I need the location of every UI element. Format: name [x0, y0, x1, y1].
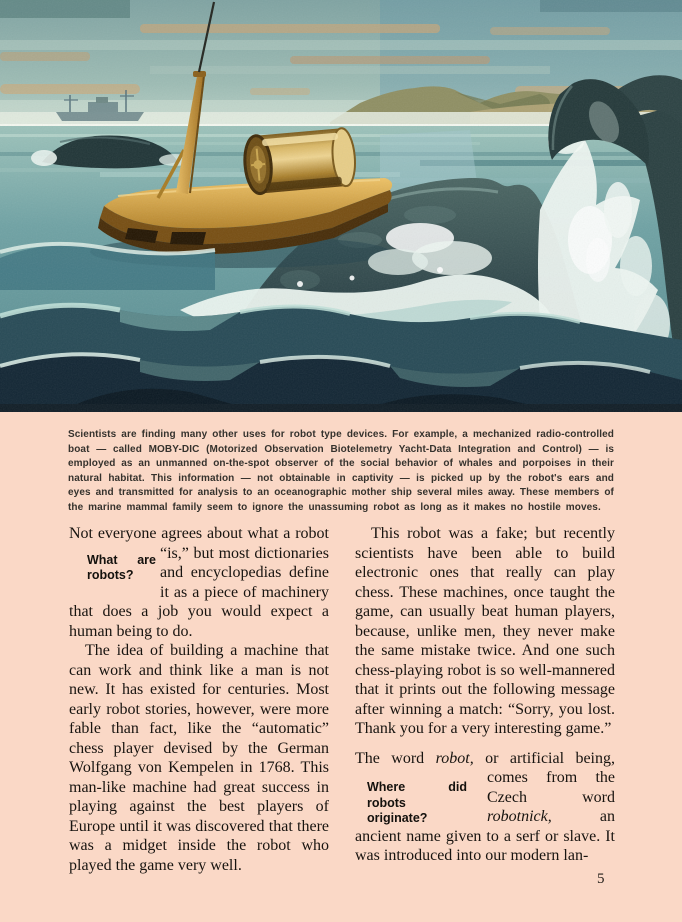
paragraph-text: or artificial being, — [473, 749, 616, 767]
italic-word-robotnick: robotnick, — [487, 808, 552, 825]
paragraph-what-are-robots — [69, 524, 329, 641]
article-right-column — [355, 524, 615, 875]
italic-word-robot: robot, — [435, 749, 474, 767]
paragraph-where-did-robots-originate — [355, 749, 615, 866]
question-label-where-did-robots-originate: Where did robots originate? — [367, 780, 467, 825]
paragraph-chess-robot: This robot was a fake; but recently scientists have been able to build electronic ones that really can play chess. These machines, once taught the game, can usually beat human players, because, unlike men, they never make the same mistake twice. And one such chess-playing robot is so well-mannered that it prints out the following message after winning a match: “Sorry, you lost. Thank you for a very interesting game.” — [355, 525, 615, 737]
article-left-column — [69, 524, 329, 875]
paragraph-text: comes from the Czech word — [487, 769, 615, 806]
paragraph-text: The word — [355, 749, 436, 767]
illustration-caption: Scientists are finding many other uses for robot type devices. For example, a mechanized radio-controlled boat — called MOBY-DIC (Motorized Observation Biotelemetry Yacht-Data Integration and Control) — is employed as an unmanned on-the-spot observer of the social behavior of whales and porpoises in their natural habitat. This information — not obtainable in captivity — is picked up by the robot's ears and eyes and transmitted for analysis to an oceanographic mother ship several miles away. These members of the marine mammal family seem to ignore the unassuming robot as long as it makes no hostile moves. — [68, 429, 614, 513]
article-columns — [69, 524, 615, 875]
page-number: 5 — [597, 871, 605, 887]
paragraph-robot-history: The idea of building a machine that can work and think like a man is not new. It has existed for centuries. Most early robot stories, however, were more fable than fact, like the “automatic” chess player devised by the German Wolfgang von Kempelen in 1768. This man-like machine had great success in playing against the best players of Europe until it was discovered that there was a midget inside the robot who played the game very well. — [69, 642, 329, 874]
whale-robot-boat-illustration — [0, 0, 682, 412]
canvas-texture — [0, 0, 682, 412]
question-label-what-are-robots: What are robots? — [87, 552, 156, 582]
paragraph-text: an ancient name given to a serf or slave. It was introduced into our modern lan- — [355, 808, 615, 864]
paragraph-text: “is,” but most dictionaries and encyclopedias define it as a piece of machinery that does a job you would expect a human being to do. — [69, 544, 329, 640]
paragraph-text: Not everyone agrees about what a robot — [69, 525, 329, 542]
